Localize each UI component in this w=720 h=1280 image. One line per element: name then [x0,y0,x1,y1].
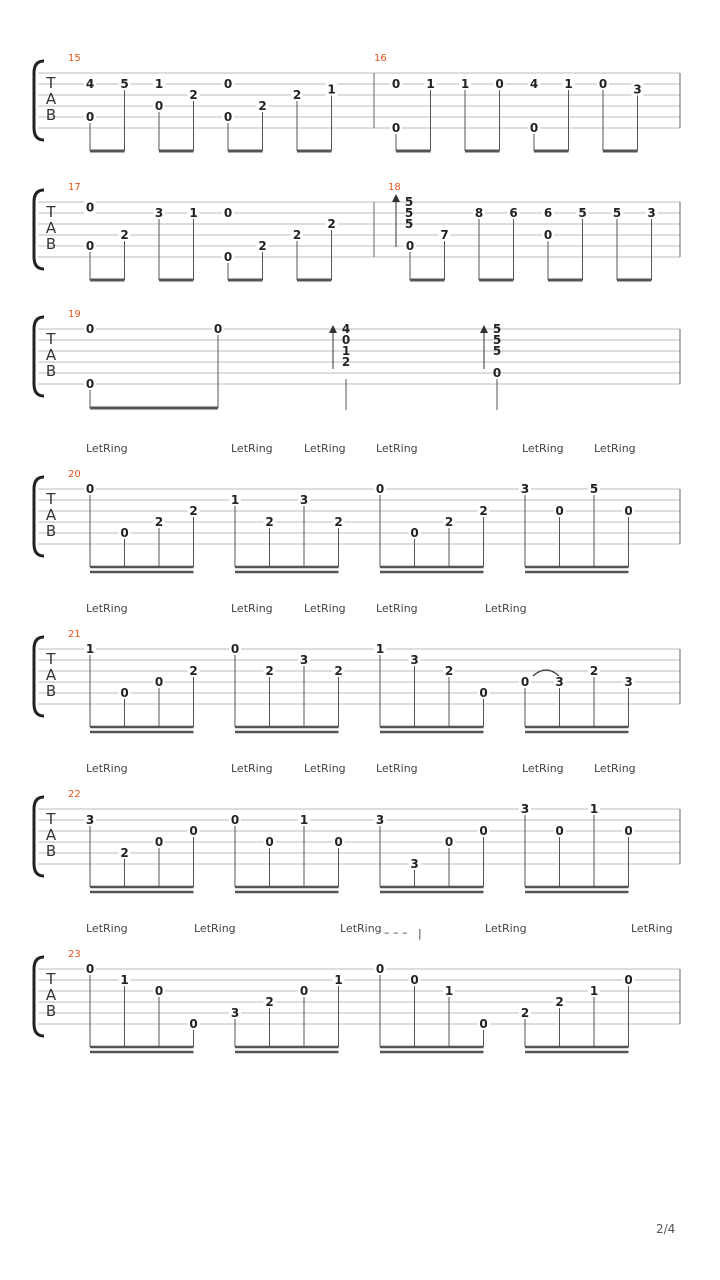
fret-number: 0 [230,642,240,656]
let-ring-label: LetRing [376,442,418,455]
arpeggio-arrow [392,194,400,202]
fret-number: 0 [189,824,198,838]
let-ring-label: LetRing [376,602,418,615]
measure-number: 20 [68,469,81,480]
chord-fret: 5 [492,322,502,336]
let-ring-label: LetRing [485,922,527,935]
fret-number: 0 [334,835,343,849]
fret-number: 0 [479,1017,488,1031]
tab-clef-letter: T [46,490,56,508]
fret-number: 0 [410,973,419,987]
fret-number: 0 [520,675,530,689]
fret-number: 0 [479,686,488,700]
fret-number: 1 [85,642,95,656]
fret-number: 6 [543,206,553,220]
let-ring-label: LetRing [304,442,346,455]
measure-number: 21 [68,629,81,640]
tab-clef-letter: A [45,219,57,237]
let-ring-label: LetRing [231,762,273,775]
fret-number: 0 [189,1017,198,1031]
fret-number: 1 [299,813,309,827]
fret-number: 2 [327,217,336,231]
fret-number: 2 [265,515,274,529]
measure-number: 15 [68,53,81,64]
let-ring-label: LetRing [86,762,128,775]
fret-number: 1 [154,77,164,91]
fret-number: 2 [444,664,454,678]
tab-clef-letter: A [45,346,57,364]
let-ring-label: LetRing [231,442,273,455]
page-number: 2/4 [656,1222,676,1236]
let-ring-label: LetRing [304,602,346,615]
let-ring-label: LetRing [631,922,673,935]
fret-number: 1 [375,642,385,656]
let-ring-label: LetRing [86,602,128,615]
fret-number: 2 [444,515,454,529]
fret-number: 1 [327,82,336,97]
fret-number: 2 [189,88,198,102]
fret-number: 0 [154,835,164,849]
fret-number: 4 [85,77,95,91]
fret-number: 2 [589,664,599,678]
fret-number: 3 [624,675,633,689]
chord-fret: 1 [341,344,351,358]
fret-number: 0 [85,110,95,124]
fret-number: 1 [564,77,573,91]
fret-number: 0 [375,962,385,976]
measure-number: 17 [68,182,81,193]
fret-number: 0 [410,526,419,540]
fret-number: 1 [189,206,198,220]
tab-clef-letter: B [45,106,57,124]
fret-number: 0 [230,813,240,827]
let-ring-label: LetRing [485,602,527,615]
chord-fret: 5 [404,206,414,220]
fret-number: 5 [578,206,587,220]
fret-number: 0 [223,77,233,91]
fret-number: 3 [375,813,385,827]
fret-number: 0 [598,77,608,91]
fret-number: 8 [474,206,484,220]
measure-number: 23 [68,949,81,960]
fret-number: 1 [426,77,435,91]
fret-number: 0 [85,200,95,215]
fret-number: 3 [647,206,656,220]
fret-number: 2 [334,664,343,678]
fret-number: 0 [391,121,401,135]
fret-number: 3 [633,82,642,97]
fret-number: 0 [405,239,415,253]
fret-number: 0 [85,962,95,976]
fret-number: 2 [120,846,129,860]
tab-clef-letter: T [46,970,56,988]
fret-number: 0 [223,110,233,124]
tab-clef-letter: T [46,810,56,828]
let-ring-label: LetRing [522,762,564,775]
fret-number: 3 [299,493,309,507]
fret-number: 0 [85,482,95,496]
fret-number: 3 [154,206,164,220]
fret-number: 0 [223,250,233,264]
fret-number: 2 [265,664,274,678]
fret-number: 2 [154,515,164,529]
chord-fret: 5 [404,217,414,231]
let-ring-dashes: – – – [384,926,408,939]
tab-clef-letter: B [45,682,57,700]
fret-number: 3 [85,813,95,827]
fret-number: 0 [624,973,633,987]
fret-number: 3 [299,653,309,667]
fret-number: 5 [612,206,622,220]
fret-number: 0 [213,322,223,336]
fret-number: 1 [589,802,599,816]
measure-number: 22 [68,789,81,800]
let-ring-label: LetRing [594,442,636,455]
fret-number: 2 [265,995,274,1009]
fret-number: 2 [258,99,267,113]
fret-number: 1 [589,984,599,998]
fret-number: 3 [520,482,530,496]
chord-fret: 0 [341,333,351,347]
fret-number: 2 [258,239,267,253]
tab-clef-letter: B [45,235,57,253]
chord-fret: 5 [404,195,414,209]
chord-fret: 4 [341,322,351,336]
fret-number: 0 [555,504,564,518]
fret-number: 2 [334,515,343,529]
fret-number: 2 [520,1006,530,1020]
fret-number: 0 [120,526,129,540]
fret-number: 2 [189,664,198,678]
fret-number: 0 [85,239,95,253]
fret-number: 0 [265,835,274,849]
chord-fret: 5 [492,344,502,358]
fret-number: 7 [440,228,449,242]
fret-number: 5 [120,77,129,91]
let-ring-label: LetRing [231,602,273,615]
fret-number: 3 [410,857,419,871]
fret-number: 1 [120,973,129,987]
fret-number: 5 [589,482,599,496]
tab-clef-letter: B [45,522,57,540]
fret-number: 3 [410,653,419,667]
fret-number: 2 [292,228,302,242]
tab-clef-letter: B [45,842,57,860]
fret-number: 0 [223,206,233,220]
fret-number: 3 [555,675,564,689]
fret-number: 0 [85,322,95,336]
tab-clef-letter: A [45,90,57,108]
chord-fret: 2 [341,355,351,369]
fret-number: 0 [375,482,385,496]
let-ring-label: LetRing [86,442,128,455]
let-ring-label: LetRing [522,442,564,455]
fret-number: 2 [555,995,564,1009]
tab-clef-letter: A [45,506,57,524]
fret-number: 2 [479,504,488,518]
fret-number: 1 [460,77,470,91]
fret-number: 2 [120,228,129,242]
tab-clef-letter: B [45,1002,57,1020]
fret-number: 0 [555,824,564,838]
let-ring-label: LetRing [594,762,636,775]
fret-number: 0 [624,504,633,518]
fret-number: 3 [520,802,530,816]
fret-number: 6 [509,206,518,220]
fret-number: 3 [230,1006,240,1020]
measure-number: 16 [374,53,387,64]
chord-fret: 0 [492,366,502,380]
fret-number: 0 [529,121,539,135]
tab-clef-letter: T [46,650,56,668]
tab-clef-letter: T [46,74,56,92]
fret-number: 0 [444,835,454,849]
fret-number: 2 [292,88,302,102]
measure-number: 18 [388,182,401,193]
fret-number: 0 [120,686,129,700]
fret-number: 2 [189,504,198,518]
fret-number: 1 [334,973,343,987]
let-ring-end: | [418,927,422,940]
tab-clef-letter: B [45,362,57,380]
tab-clef-letter: T [46,203,56,221]
measure-number: 19 [68,309,81,320]
fret-number: 0 [154,99,164,113]
let-ring-label: LetRing [376,762,418,775]
fret-number: 0 [299,984,309,998]
let-ring-label: LetRing [86,922,128,935]
let-ring-label: LetRing [340,922,382,935]
fret-number: 0 [624,824,633,838]
tab-clef-letter: A [45,986,57,1004]
tab-clef-letter: T [46,330,56,348]
fret-number: 0 [85,377,95,391]
fret-number: 0 [479,824,488,838]
tab-clef-letter: A [45,826,57,844]
fret-number: 1 [444,984,454,998]
let-ring-label: LetRing [304,762,346,775]
fret-number: 0 [391,77,401,91]
let-ring-label: LetRing [194,922,236,935]
fret-number: 0 [543,228,553,242]
tab-clef-letter: A [45,666,57,684]
fret-number: 0 [154,675,164,689]
fret-number: 0 [154,984,164,998]
fret-number: 1 [230,493,240,507]
chord-fret: 5 [492,333,502,347]
fret-number: 0 [495,77,504,91]
fret-number: 4 [529,77,539,91]
